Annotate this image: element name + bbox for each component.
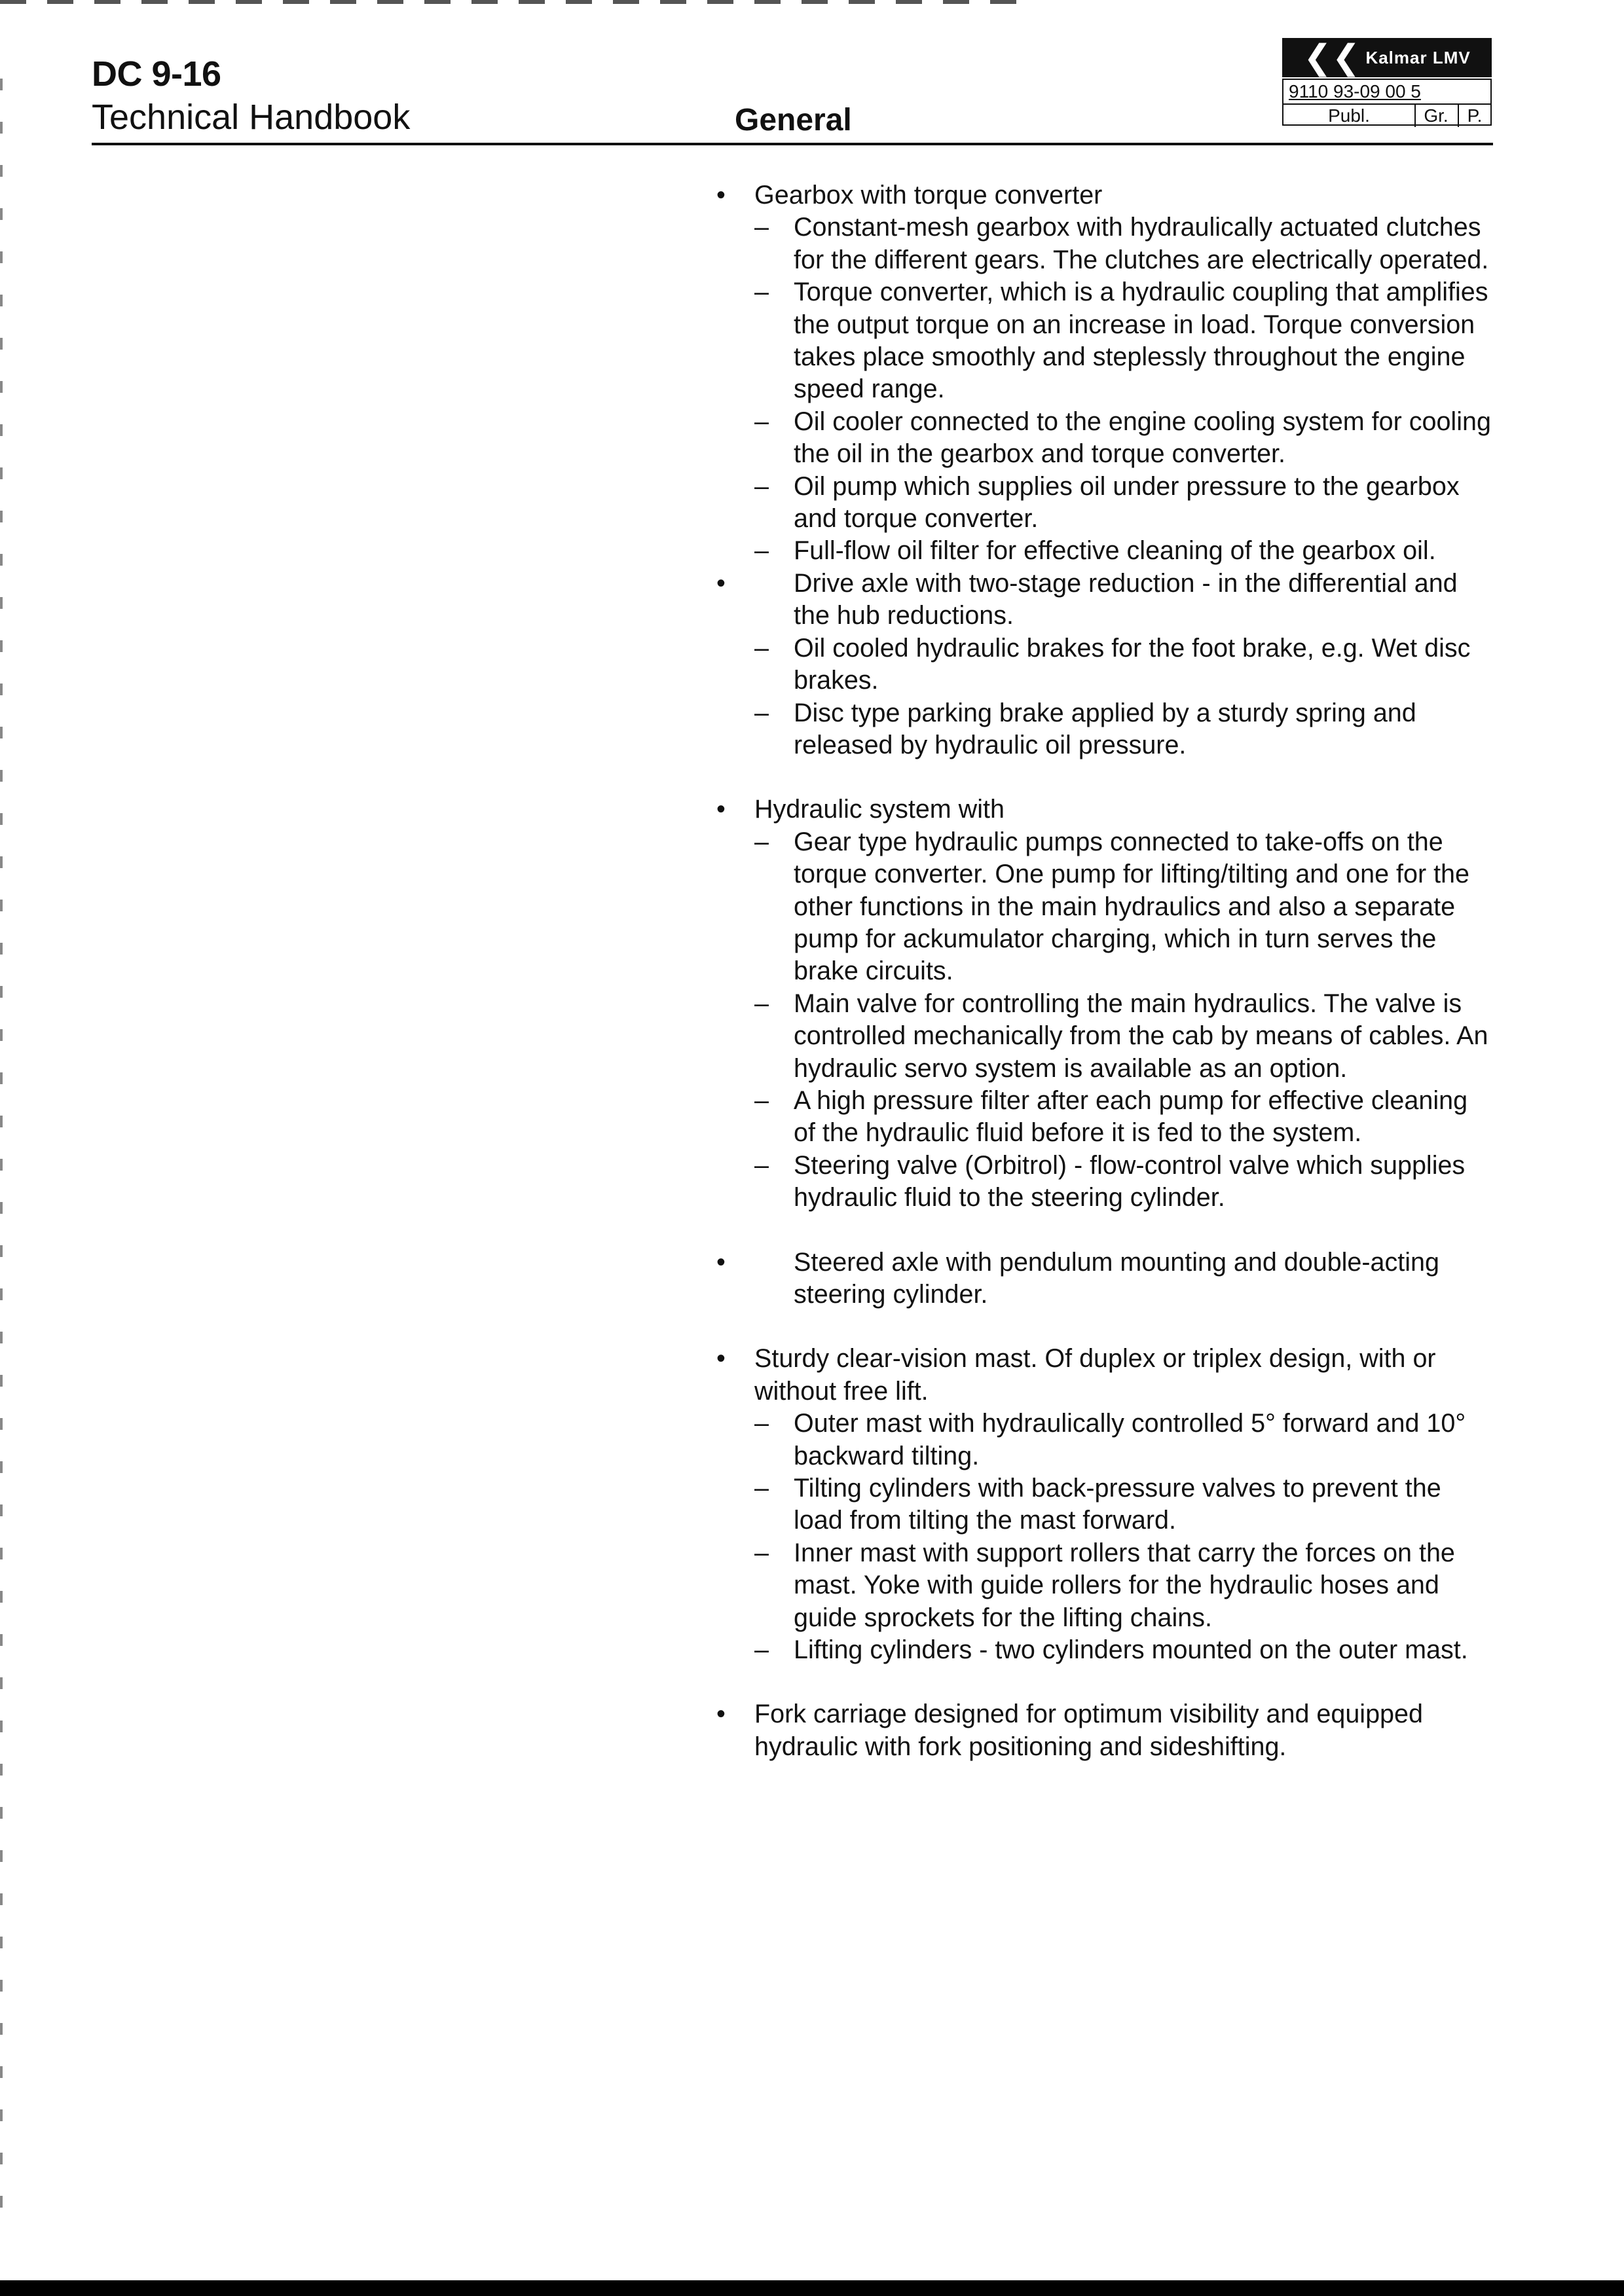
dash-item bbox=[714, 406, 1493, 471]
dash-item bbox=[714, 211, 1493, 276]
dash-text: Outer mast with hydraulically controlled 5° forward and 10° backward tilting. bbox=[794, 1409, 1466, 1470]
dash-icon: – bbox=[754, 1635, 769, 1665]
dash-text: Main valve for controlling the main hydraulics. The valve is controlled mechanically from the cab by means of cables. An hydraulic servo system is available as an option. bbox=[794, 989, 1488, 1083]
bullet-item bbox=[714, 568, 1493, 632]
bullet-text: Hydraulic system with bbox=[754, 795, 1005, 824]
dash-icon: – bbox=[754, 213, 769, 242]
bullet-icon: • bbox=[716, 1344, 726, 1374]
page-label: P. bbox=[1467, 105, 1483, 126]
publication-reference-box bbox=[1282, 79, 1492, 126]
dash-item bbox=[714, 1537, 1493, 1634]
fork-carriage-section bbox=[714, 1698, 1493, 1763]
bottom-black-bar bbox=[0, 2280, 1624, 2296]
dash-icon: – bbox=[754, 1150, 769, 1180]
left-margin-ticks bbox=[0, 79, 3, 2239]
dash-item bbox=[714, 826, 1493, 988]
document-model: DC 9-16 bbox=[92, 54, 221, 94]
dash-text: A high pressure filter after each pump for effective cleaning of the hydraulic fluid before it is fed to the system. bbox=[794, 1085, 1468, 1148]
reference-labels bbox=[1283, 103, 1490, 127]
dash-item bbox=[714, 1408, 1493, 1472]
dash-text: Constant-mesh gearbox with hydraulically actuated clutches for the different gears. The clutches are electrically operated. bbox=[794, 213, 1489, 274]
dash-text: Gear type hydraulic pumps connected to take-offs on the torque converter. One pump for lifting/tilting and one for the other functions in the main hydraulics and also a separate pump for ackumulator charging, which in turn serves the brake circuits. bbox=[794, 827, 1469, 986]
dash-text: Inner mast with support rollers that carry the forces on the mast. Yoke with guide rollers for the hydraulic hoses and guide sprockets for the lifting chains. bbox=[794, 1538, 1455, 1632]
bullet-item bbox=[714, 1247, 1493, 1311]
logo-text: Kalmar LMV bbox=[1365, 47, 1471, 67]
dash-item bbox=[714, 535, 1493, 567]
dash-text: Steering valve (Orbitrol) - flow-control valve which supplies hydraulic fluid to the steering cylinder. bbox=[794, 1150, 1466, 1212]
dash-text: Full-flow oil filter for effective cleaning of the gearbox oil. bbox=[794, 536, 1436, 566]
dash-text: Oil cooler connected to the engine cooling system for cooling the oil in the gearbox and torque converter. bbox=[794, 407, 1491, 469]
dash-item bbox=[714, 1085, 1493, 1150]
dash-icon: – bbox=[754, 536, 769, 566]
kalmar-chevron-icon: ❮❮ bbox=[1303, 39, 1361, 77]
dash-icon: – bbox=[754, 407, 769, 436]
bullet-item bbox=[714, 1343, 1493, 1408]
bullet-icon: • bbox=[716, 568, 726, 598]
bullet-text: Gearbox with torque converter bbox=[754, 181, 1103, 210]
dash-icon: – bbox=[754, 698, 769, 727]
bullet-item bbox=[714, 179, 1493, 211]
bullet-icon: • bbox=[716, 181, 726, 210]
group-label: Gr. bbox=[1414, 105, 1459, 127]
dash-text: Lifting cylinders - two cylinders mounted on the outer mast. bbox=[794, 1635, 1468, 1665]
publ-label: Publ. bbox=[1283, 105, 1416, 127]
bullet-item bbox=[714, 793, 1493, 826]
section-title: General bbox=[735, 103, 852, 137]
dash-icon: – bbox=[754, 1085, 769, 1115]
bullet-item bbox=[714, 1698, 1493, 1763]
gearbox-section bbox=[714, 179, 1493, 568]
dash-icon: – bbox=[754, 1474, 769, 1503]
bullet-icon: • bbox=[716, 1247, 726, 1277]
dash-icon: – bbox=[754, 827, 769, 856]
drive-axle-section bbox=[714, 568, 1493, 761]
bullet-icon: • bbox=[716, 1700, 726, 1729]
dash-icon: – bbox=[754, 278, 769, 307]
dash-item bbox=[714, 1150, 1493, 1214]
dash-text: Torque converter, which is a hydraulic coupling that amplifies the output torque on an increase in load. Torque conversion takes place smoothly and steplessly throughout the engine speed range. bbox=[794, 278, 1488, 404]
dash-item bbox=[714, 1472, 1493, 1537]
dash-item bbox=[714, 471, 1493, 536]
kalmar-logo bbox=[1282, 38, 1492, 77]
dash-item bbox=[714, 632, 1493, 697]
bullet-text: Steered axle with pendulum mounting and double-acting steering cylinder. bbox=[794, 1247, 1439, 1309]
dash-text: Oil cooled hydraulic brakes for the foot brake, e.g. Wet disc brakes. bbox=[794, 633, 1471, 695]
dash-icon: – bbox=[754, 989, 769, 1018]
dash-item bbox=[714, 988, 1493, 1085]
publication-number: 9110 93-09 00 5 bbox=[1289, 81, 1421, 101]
dash-icon: – bbox=[754, 633, 769, 663]
dash-text: Oil pump which supplies oil under pressure to the gearbox and torque converter. bbox=[794, 471, 1460, 534]
dash-item bbox=[714, 697, 1493, 762]
bullet-text: Fork carriage designed for optimum visibility and equipped hydraulic with fork positioning and sideshifting. bbox=[754, 1700, 1423, 1761]
top-dashed-border bbox=[0, 0, 1022, 4]
hydraulic-system-section bbox=[714, 793, 1493, 1214]
dash-icon: – bbox=[754, 1538, 769, 1567]
dash-item bbox=[714, 1634, 1493, 1666]
dash-text: Disc type parking brake applied by a sturdy spring and released by hydraulic oil pressure. bbox=[794, 698, 1416, 759]
mast-section bbox=[714, 1343, 1493, 1666]
dash-icon: – bbox=[754, 1409, 769, 1438]
bullet-icon: • bbox=[716, 795, 726, 824]
dash-icon: – bbox=[754, 471, 769, 501]
document-handbook-title: Technical Handbook bbox=[92, 98, 411, 137]
bullet-text: Drive axle with two-stage reduction - in the differential and the hub reductions. bbox=[794, 568, 1458, 630]
steered-axle-section bbox=[714, 1247, 1493, 1311]
header-rule bbox=[92, 143, 1493, 145]
dash-item bbox=[714, 276, 1493, 406]
spec-list bbox=[714, 179, 1493, 1763]
bullet-text: Sturdy clear-vision mast. Of duplex or triplex design, with or without free lift. bbox=[754, 1344, 1436, 1406]
dash-text: Tilting cylinders with back-pressure valves to prevent the load from tilting the mast forward. bbox=[794, 1474, 1441, 1535]
